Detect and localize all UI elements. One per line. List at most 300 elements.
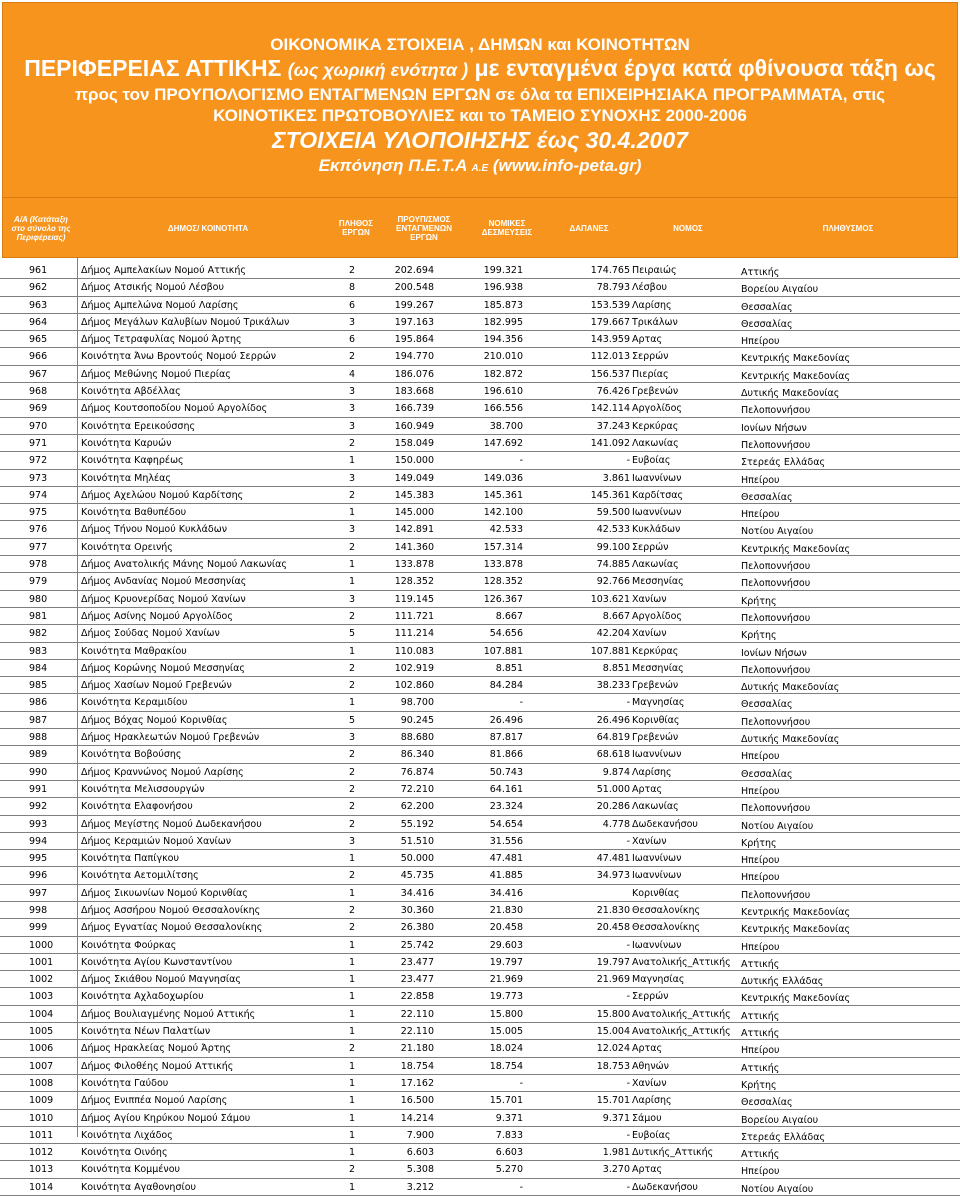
row-project-count: 1 [349, 1008, 356, 1020]
table-row [0, 608, 960, 625]
row-rank: 1003 [29, 991, 54, 1003]
row-prefecture: Σερρών [632, 541, 669, 553]
table-row [0, 694, 960, 711]
row-legal-commitments: 9.371 [495, 1112, 523, 1124]
table-row [0, 1006, 960, 1023]
row-rank: 1001 [29, 956, 54, 968]
row-prefecture: Χανίων [632, 628, 667, 640]
row-legal-commitments: 34.416 [489, 887, 523, 899]
row-budget: 88.680 [400, 732, 434, 744]
row-budget: 18.754 [400, 1060, 434, 1072]
row-prefecture: Καρδίτσας [632, 489, 684, 501]
row-budget: 51.510 [400, 835, 434, 847]
row-legal-commitments: 64.161 [489, 783, 523, 795]
row-prefecture: Λακωνίας [632, 801, 679, 813]
row-legal-commitments: 23.324 [489, 801, 523, 813]
row-region: Πελοποννήσου [741, 561, 811, 573]
row-municipality: Δήμος Κορώνης Νομού Μεσσηνίας [81, 662, 245, 674]
row-municipality: Κοινότητα Ελαφονήσου [81, 801, 193, 813]
row-municipality: Δήμος Σικυωνίων Νομού Κορινθίας [81, 887, 248, 899]
row-project-count: 1 [349, 1112, 356, 1124]
table-row [0, 729, 960, 746]
row-spending: 20.286 [596, 801, 630, 813]
row-budget: 119.145 [394, 593, 434, 605]
header-legal-commitments: ΝΟΜΙΚΕΣ ΔΕΣΜΕΥΣΕΙΣ [481, 219, 533, 237]
row-project-count: 1 [349, 559, 356, 571]
row-prefecture: Θεσσαλονίκης [632, 904, 701, 916]
row-municipality: Κοινότητα Βοβούσης [81, 749, 182, 761]
row-prefecture: Σερρών [632, 991, 669, 1003]
header-prefecture: ΝΟΜΟΣ [673, 223, 703, 233]
row-budget: 50.000 [400, 853, 434, 865]
row-rank: 967 [29, 368, 48, 380]
row-region: Θεσσαλίας [741, 491, 793, 503]
row-project-count: 2 [349, 922, 356, 934]
table-row [0, 643, 960, 660]
row-budget: 102.919 [394, 662, 434, 674]
row-rank: 963 [29, 299, 48, 311]
row-prefecture: Ανατολικής_Αττικής [632, 1008, 731, 1020]
row-rank: 998 [29, 904, 48, 916]
row-prefecture: Πιερίας [632, 368, 669, 380]
row-legal-commitments: 41.885 [489, 870, 523, 882]
row-rank: 1007 [29, 1060, 54, 1072]
row-rank: 975 [29, 507, 48, 519]
table-row [0, 625, 960, 642]
table-row [0, 1023, 960, 1040]
row-region: Δυτικής Μακεδονίας [741, 682, 840, 694]
row-region: Θεσσαλίας [741, 301, 793, 313]
row-project-count: 1 [349, 576, 356, 588]
row-budget: 3.212 [406, 1181, 434, 1193]
row-rank: 1004 [29, 1008, 54, 1020]
row-region: Ηπείρου [741, 474, 780, 486]
row-prefecture: Λαρίσης [632, 766, 672, 778]
row-region: Ηπείρου [741, 751, 780, 763]
row-budget: 111.214 [394, 628, 434, 640]
row-project-count: 4 [349, 368, 356, 380]
table-row [0, 539, 960, 556]
banner-line-5: ΣΤΟΙΧΕΙΑ ΥΛΟΠΟΙΗΣΗΣ έως 30.4.2007 [272, 127, 688, 153]
row-budget: 22.110 [400, 1008, 434, 1020]
row-municipality: Κοινότητα Καφηρέως [81, 455, 184, 467]
table-row [0, 1110, 960, 1127]
banner-credit-url: (www.info-peta.gr) [492, 156, 642, 175]
row-spending: - [626, 991, 630, 1003]
row-region: Νοτίου Αιγαίου [741, 820, 814, 832]
row-budget: 128.352 [394, 576, 434, 588]
row-project-count: 2 [349, 351, 356, 363]
table-row [0, 1058, 960, 1075]
table-row [0, 1040, 960, 1057]
row-legal-commitments: 29.603 [489, 939, 523, 951]
row-project-count: 1 [349, 1077, 356, 1089]
row-rank: 964 [29, 316, 48, 328]
row-rank: 997 [29, 887, 48, 899]
row-region: Πελοποννήσου [741, 612, 811, 624]
row-region: Δυτικής Μακεδονίας [741, 388, 840, 400]
row-project-count: 1 [349, 1095, 356, 1107]
row-rank: 982 [29, 628, 48, 640]
row-prefecture: Αργολίδος [632, 403, 683, 415]
row-legal-commitments: 6.603 [495, 1147, 523, 1159]
row-spending: 142.114 [590, 403, 630, 415]
row-rank: 1005 [29, 1026, 54, 1038]
row-rank: 994 [29, 835, 48, 847]
row-project-count: 2 [349, 904, 356, 916]
row-budget: 22.858 [400, 991, 434, 1003]
row-budget: 7.900 [406, 1129, 434, 1141]
row-project-count: 5 [349, 714, 356, 726]
row-municipality: Κοινότητα Μαθρακίου [81, 645, 187, 657]
row-budget: 25.742 [400, 939, 434, 951]
row-spending: 4.778 [602, 818, 630, 830]
row-municipality: Κοινότητα Αγίου Κωνσταντίνου [81, 956, 233, 968]
row-budget: 98.700 [400, 697, 434, 709]
row-prefecture: Γρεβενών [632, 732, 679, 744]
row-rank: 1012 [29, 1147, 54, 1159]
row-municipality: Δήμος Σκιάθου Νομού Μαγνησίας [81, 974, 241, 986]
row-project-count: 2 [349, 749, 356, 761]
row-legal-commitments: 185.873 [483, 299, 523, 311]
table-row [0, 764, 960, 781]
row-municipality: Δήμος Αμπελακίων Νομού Αττικής [81, 265, 246, 276]
row-municipality: Κοινότητα Μελισσουργών [81, 783, 205, 795]
row-municipality: Κοινότητα Άνω Βροντούς Νομού Σερρών [81, 351, 277, 363]
row-prefecture: Ιωαννίνων [632, 853, 682, 865]
row-legal-commitments: 19.773 [489, 991, 523, 1003]
row-budget: 149.049 [394, 472, 434, 484]
table-row [0, 798, 960, 815]
table-row [0, 954, 960, 971]
row-spending: 42.533 [596, 524, 630, 536]
row-budget: 197.163 [394, 316, 434, 328]
row-municipality: Δήμος Αχελώου Νομού Καρδίτσης [81, 489, 244, 501]
table-row [0, 418, 960, 435]
banner-line-3: προς τον ΠΡΟΥΠΟΛΟΓΙΣΜΟ ΕΝΤΑΓΜΕΝΩΝ ΕΡΓΩΝ σε όλα τα ΕΠΙΧΕΙΡΗΣΙΑΚΑ ΠΡΟΓΡΑΜΜΑΤΑ, στις [75, 85, 885, 104]
row-project-count: 2 [349, 1164, 356, 1176]
row-legal-commitments: 50.743 [489, 766, 523, 778]
row-spending: 145.361 [590, 489, 630, 501]
table-row [0, 833, 960, 850]
row-prefecture: Αρτας [632, 783, 663, 795]
row-region: Ηπείρου [741, 509, 780, 521]
row-project-count: 1 [349, 1060, 356, 1072]
row-region: Πελοποννήσου [741, 439, 811, 451]
banner-line-2 [3, 55, 957, 84]
row-rank: 970 [29, 420, 48, 432]
row-budget: 145.383 [394, 489, 434, 501]
row-budget: 21.180 [400, 1043, 434, 1055]
row-project-count: 1 [349, 697, 356, 709]
row-spending: 153.539 [590, 299, 630, 311]
row-legal-commitments: 133.878 [483, 559, 523, 571]
row-legal-commitments: 145.361 [483, 489, 523, 501]
row-prefecture: Σερρών [632, 351, 669, 363]
row-rank: 979 [29, 576, 48, 588]
row-region: Κρήτης [741, 630, 777, 642]
row-region: Πελοποννήσου [741, 405, 811, 417]
row-legal-commitments: 21.969 [489, 974, 523, 986]
row-spending: 112.013 [590, 351, 630, 363]
row-budget: 14.214 [400, 1112, 434, 1124]
row-legal-commitments: 81.866 [489, 749, 523, 761]
row-project-count: 3 [349, 524, 356, 536]
table-row [0, 279, 960, 296]
row-budget: 194.770 [394, 351, 434, 363]
row-spending: 34.973 [596, 870, 630, 882]
table-row [0, 712, 960, 729]
table-row [0, 677, 960, 694]
row-municipality: Δήμος Ηρακλείας Νομού Άρτης [81, 1043, 232, 1055]
row-spending: - [626, 1129, 630, 1141]
row-rank: 1014 [29, 1181, 54, 1193]
row-region: Πελοποννήσου [741, 889, 811, 901]
row-prefecture: Κερκύρας [632, 645, 679, 657]
row-prefecture: Αρτας [632, 334, 663, 346]
row-budget: 16.500 [400, 1095, 434, 1107]
row-budget: 23.477 [400, 974, 434, 986]
row-legal-commitments: - [519, 697, 523, 709]
banner-line-2-rest: με ενταγμένα έργα κατά φθίνουσα τάξη ως [474, 55, 936, 81]
report-banner [2, 2, 958, 198]
row-spending: 15.004 [596, 1026, 630, 1038]
row-region: Κρήτης [741, 595, 777, 607]
row-rank: 972 [29, 455, 48, 467]
row-project-count: 1 [349, 887, 356, 899]
table-row [0, 297, 960, 314]
row-project-count: 2 [349, 541, 356, 553]
row-region: Ηπείρου [741, 855, 780, 867]
row-region: Πελοποννήσου [741, 803, 811, 815]
table-row [0, 366, 960, 383]
table-row [0, 902, 960, 919]
row-region: Ηπείρου [741, 941, 780, 953]
row-prefecture: Ανατολικής_Αττικής [632, 956, 731, 968]
table-row [0, 383, 960, 400]
row-rank: 1000 [29, 939, 54, 951]
row-region: Αττικής [741, 1028, 780, 1040]
row-project-count: 1 [349, 1129, 356, 1141]
row-project-count: 3 [349, 316, 356, 328]
row-project-count: 2 [349, 766, 356, 778]
row-municipality: Δήμος Κρυονερίδας Νομού Χανίων [81, 593, 246, 605]
row-spending: - [626, 455, 630, 467]
row-legal-commitments: 84.284 [489, 680, 523, 692]
row-municipality: Κοινότητα Κεραμιδίου [81, 697, 188, 709]
row-legal-commitments: 182.872 [483, 368, 523, 380]
table-row [0, 314, 960, 331]
row-municipality: Δήμος Ασσήρου Νομού Θεσσαλονίκης [81, 904, 261, 916]
row-rank: 989 [29, 749, 48, 761]
row-budget: 111.721 [394, 610, 434, 622]
row-rank: 966 [29, 351, 48, 363]
row-region: Πελοποννήσου [741, 664, 811, 676]
row-prefecture: Χανίων [632, 1077, 667, 1089]
row-municipality: Κοινότητα Λιχάδος [81, 1129, 173, 1141]
table-row [0, 435, 960, 452]
row-spending: 9.874 [602, 766, 630, 778]
row-region: Κεντρικής Μακεδονίας [741, 543, 851, 555]
row-prefecture: Ιωαννίνων [632, 472, 682, 484]
table-row [0, 988, 960, 1005]
row-project-count: 1 [349, 991, 356, 1003]
table-row [0, 400, 960, 417]
row-legal-commitments: - [519, 1077, 523, 1089]
row-spending: 21.830 [596, 904, 630, 916]
row-rank: 999 [29, 922, 48, 934]
row-spending: 156.537 [590, 368, 630, 380]
row-legal-commitments: 8.667 [495, 610, 523, 622]
row-spending: 107.881 [590, 645, 630, 657]
row-project-count: 1 [349, 455, 356, 467]
row-municipality: Κοινότητα Αβδέλλας [81, 386, 181, 398]
row-project-count: 3 [349, 420, 356, 432]
row-prefecture: Δυτικής_Αττικής [632, 1147, 714, 1159]
table-row [0, 850, 960, 867]
row-municipality: Κοινότητα Βαθυπέδου [81, 507, 187, 519]
row-spending: 143.959 [590, 334, 630, 346]
row-region: Ιονίων Νήσων [741, 647, 807, 659]
row-budget: 30.360 [400, 904, 434, 916]
row-spending: 74.885 [596, 559, 630, 571]
row-legal-commitments: 196.610 [483, 386, 523, 398]
row-budget: 183.668 [394, 386, 434, 398]
row-spending: 76.426 [596, 386, 630, 398]
row-municipality: Δήμος Τήνου Νομού Κυκλάδων [81, 524, 228, 536]
row-spending: 38.233 [596, 680, 630, 692]
row-prefecture: Ιωαννίνων [632, 939, 682, 951]
row-budget: 72.210 [400, 783, 434, 795]
row-region: Νοτίου Αιγαίου [741, 1183, 814, 1195]
row-spending: 37.243 [596, 420, 630, 432]
row-region: Νοτίου Αιγαίου [741, 526, 814, 538]
row-rank: 1011 [29, 1129, 54, 1141]
row-budget: 23.477 [400, 956, 434, 968]
table-row [0, 660, 960, 677]
banner-region-title: ΠΕΡΙΦΕΡΕΙΑΣ ΑΤΤΙΚΗΣ [24, 55, 282, 81]
table-row [0, 867, 960, 884]
row-project-count: 2 [349, 662, 356, 674]
table-row [0, 262, 960, 279]
header-municipality: ΔΗΜΟΣ/ ΚΟΙΝΟΤΗΤΑ [167, 223, 249, 233]
row-region: Ηπείρου [741, 872, 780, 884]
row-municipality: Δήμος Κεραμιών Νομού Χανίων [81, 835, 232, 847]
row-project-count: 1 [349, 645, 356, 657]
row-spending: 64.819 [596, 732, 630, 744]
row-budget: 22.110 [400, 1026, 434, 1038]
row-rank: 965 [29, 334, 48, 346]
row-budget: 55.192 [400, 818, 434, 830]
row-legal-commitments: 8.851 [495, 662, 523, 674]
row-prefecture: Μεσσηνίας [632, 662, 684, 674]
row-project-count: 2 [349, 680, 356, 692]
row-spending: 51.000 [596, 783, 630, 795]
row-project-count: 3 [349, 732, 356, 744]
row-prefecture: Ιωαννίνων [632, 507, 682, 519]
row-project-count: 2 [349, 265, 356, 276]
row-project-count: 2 [349, 610, 356, 622]
table-header [2, 198, 958, 258]
row-rank: 971 [29, 437, 48, 449]
row-municipality: Κοινότητα Φούρκας [81, 939, 177, 951]
table-row [0, 1144, 960, 1161]
row-budget: 200.548 [394, 282, 434, 294]
table-row [0, 1092, 960, 1109]
row-project-count: 2 [349, 489, 356, 501]
row-budget: 166.739 [394, 403, 434, 415]
row-legal-commitments: 15.701 [489, 1095, 523, 1107]
row-budget: 76.874 [400, 766, 434, 778]
row-municipality: Δήμος Μεγάλων Καλυβίων Νομού Τρικάλων [81, 316, 290, 328]
row-budget: 141.360 [394, 541, 434, 553]
row-municipality: Δήμος Ασίνης Νομού Αργολίδος [81, 610, 233, 622]
row-prefecture: Κορινθίας [632, 887, 680, 899]
row-rank: 1009 [29, 1095, 54, 1107]
row-rank: 973 [29, 472, 48, 484]
row-spending: 99.100 [596, 541, 630, 553]
row-spending: 59.500 [596, 507, 630, 519]
row-prefecture: Λαρίσης [632, 1095, 672, 1107]
row-region: Αττικής [741, 1010, 780, 1022]
row-region: Θεσσαλίας [741, 768, 793, 780]
row-legal-commitments: 142.100 [483, 507, 523, 519]
row-municipality: Δήμος Χασίων Νομού Γρεβενών [81, 680, 232, 692]
row-municipality: Δήμος Κραννώνος Νομού Λαρίσης [81, 766, 244, 778]
row-rank: 1002 [29, 974, 54, 986]
row-prefecture: Τρικάλων [632, 316, 678, 328]
row-region: Αττικής [741, 1149, 780, 1161]
table-row [0, 1161, 960, 1178]
row-region: Θεσσαλίας [741, 318, 793, 330]
table-row [0, 504, 960, 521]
row-project-count: 2 [349, 783, 356, 795]
row-prefecture: Αρτας [632, 1043, 663, 1055]
row-legal-commitments: 194.356 [483, 334, 523, 346]
row-rank: 992 [29, 801, 48, 813]
table-row [0, 452, 960, 469]
row-legal-commitments: 182.995 [483, 316, 523, 328]
row-spending: - [626, 939, 630, 951]
table-row [0, 919, 960, 936]
row-legal-commitments: 42.533 [489, 524, 523, 536]
row-spending: 78.793 [596, 282, 630, 294]
header-budget: ΠΡΟΥΠ/ΣΜΟΣ ΕΝΤΑΓΜΕΝΩΝ ΕΡΓΩΝ [396, 214, 452, 242]
row-project-count: 3 [349, 386, 356, 398]
row-project-count: 2 [349, 870, 356, 882]
row-rank: 974 [29, 489, 48, 501]
row-region: Ηπείρου [741, 1045, 780, 1057]
row-spending: 103.621 [590, 593, 630, 605]
row-prefecture: Ιωαννίνων [632, 749, 682, 761]
row-region: Ηπείρου [741, 336, 780, 348]
row-legal-commitments: - [519, 1181, 523, 1193]
table-row [0, 885, 960, 902]
row-legal-commitments: 15.005 [489, 1026, 523, 1038]
row-region: Θεσσαλίας [741, 1097, 793, 1109]
row-rank: 993 [29, 818, 48, 830]
row-legal-commitments: 54.654 [489, 818, 523, 830]
row-project-count: 1 [349, 1026, 356, 1038]
row-legal-commitments: 147.692 [483, 437, 523, 449]
header-project-count: ΠΛΗΘΟΣ ΕΡΓΩΝ [338, 219, 374, 237]
row-region: Βορείου Αιγαίου [741, 1114, 819, 1126]
row-municipality: Κοινότητα Κομμένου [81, 1164, 180, 1176]
row-prefecture: Λέσβου [632, 282, 668, 294]
row-budget: 62.200 [400, 801, 434, 813]
row-spending: 47.481 [596, 853, 630, 865]
row-budget: 34.416 [400, 887, 434, 899]
